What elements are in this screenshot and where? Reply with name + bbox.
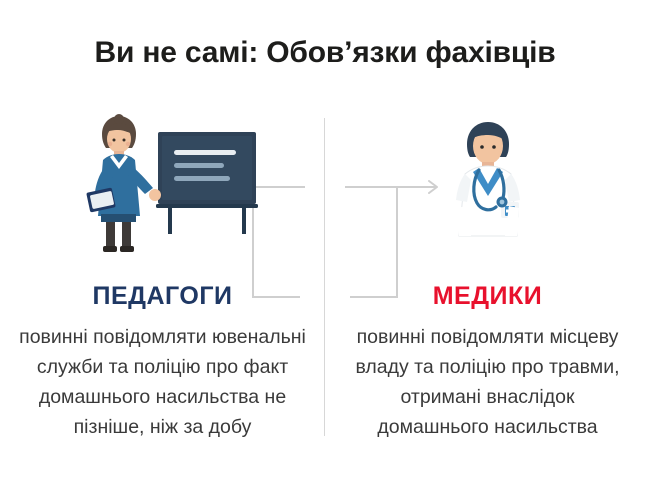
medics-line-2: владу та поліцію про травми, <box>355 356 620 378</box>
teachers-heading: ПЕДАГОГИ <box>92 282 233 310</box>
medics-description <box>325 322 650 442</box>
medic-illustration <box>325 110 650 270</box>
teachers-line-1: повинні повідомляти ювенальні <box>19 326 306 348</box>
teachers-line-3: домашнього насильства не <box>38 386 287 408</box>
teachers-line-2: служби та поліцію про факт <box>36 356 289 378</box>
medics-line-1: повинні повідомляти місцеву <box>356 326 619 348</box>
doctor-with-stethoscope-icon <box>413 110 563 260</box>
medics-line-4: домашнього насильства <box>377 416 598 438</box>
page-title: Ви не самі: Обов’язки фахівців <box>94 36 556 69</box>
teacher-illustration <box>0 110 325 270</box>
teachers-line-4: пізніше, ніж за добу <box>73 416 252 438</box>
column-teachers <box>0 110 325 450</box>
medics-heading: МЕДИКИ <box>432 282 543 310</box>
teacher-at-blackboard-icon <box>58 110 268 260</box>
column-medics <box>325 110 650 450</box>
teachers-description <box>0 322 325 442</box>
medics-line-3: отримані внаслідок <box>400 386 575 408</box>
